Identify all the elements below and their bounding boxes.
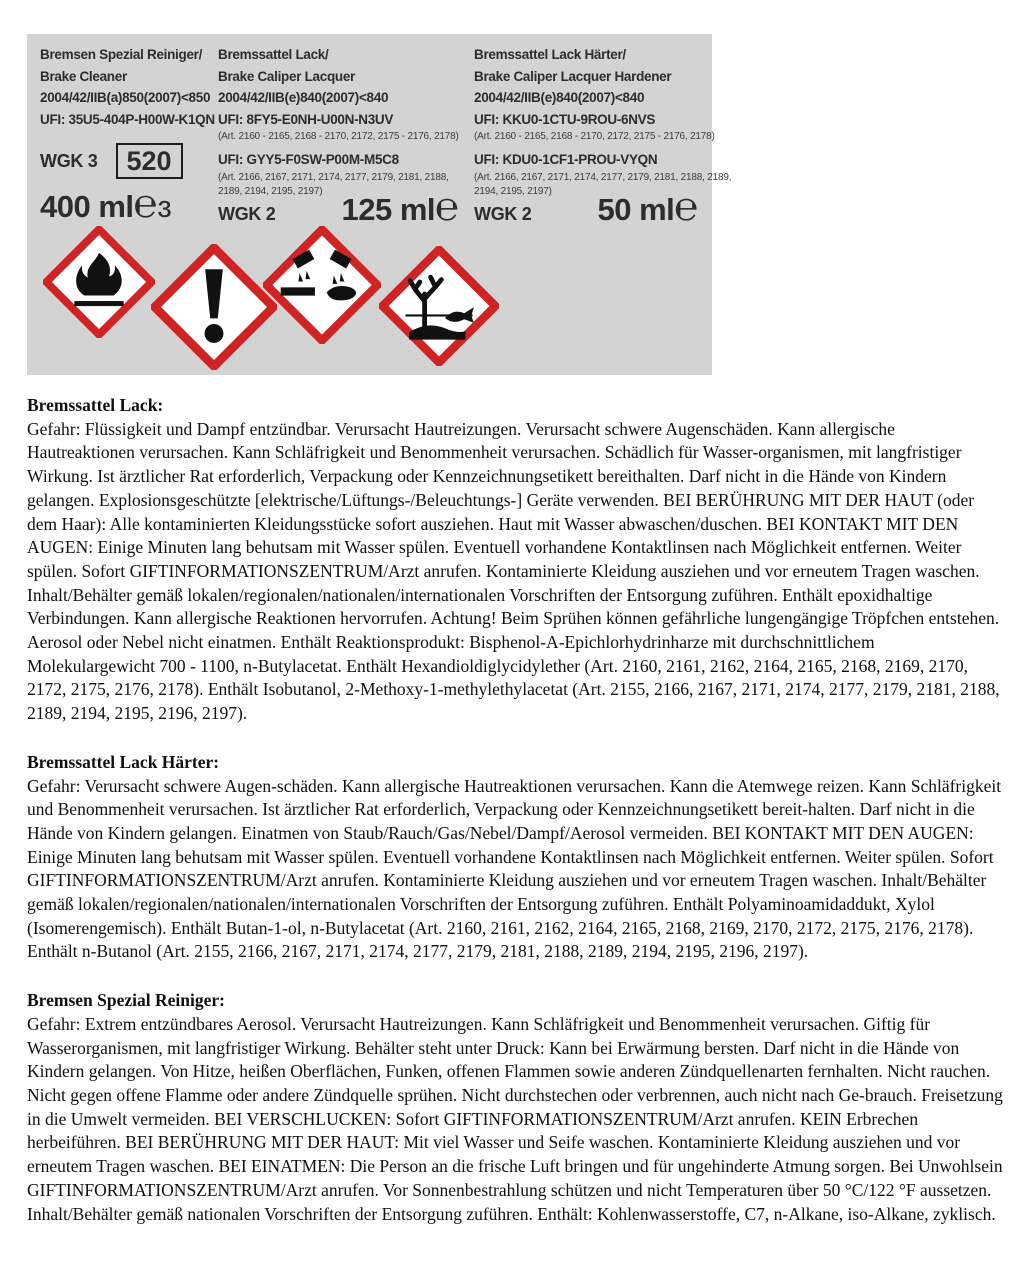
voc-code: 2004/42/IIB(e)840(2007)<840	[474, 90, 645, 105]
section-heading: Bremsen Spezial Reiniger:	[27, 990, 225, 1011]
label-column-brake-cleaner	[40, 44, 216, 225]
section-body: Gefahr: Flüssigkeit und Dampf entzündbar. Verursacht Hautreizungen. Verursacht schwere Augenschäden. Kann allergische Hautreaktionen verursachen. Kann Schläfrigkeit und Benommenheit verursachen. Schädlich für Wasser-organismen, mit langfristiger Wirkung. Ist ärztlicher Rat erforderlich, Verpackung oder Kennzeichnungsetikett bereithalten. Darf nicht in die Hände von Kindern gelangen. Explosionsgeschützte [elektrische/Lüftungs-/Beleuchtungs-] Geräte verwenden. BEI BERÜHRUNG MIT DER HAUT (oder dem Haar): Alle kontaminierten Kleidungsstücke sofort ausziehen. Haut mit Wasser abwaschen/duschen. BEI KONTAKT MIT DEN AUGEN: Einige Minuten lang behutsam mit Wasser spülen. Eventuell vorhandene Kontaktlinsen nach Möglichkeit entfernen. Weiter spülen. Sofort GIFTINFORMATIONSZENTRUM/Arzt anrufen. Kontaminierte Kleidung ausziehen und vor erneutem Tragen waschen. Inhalt/Behälter gemäß lokalen/regionalen/nationalen/internationalen Vorschriften der Entsorgung zuführen. Enthält epoxidhaltige Verbindungen. Kann allergische Reaktionen hervorrufen. Achtung! Beim Sprühen können gefährliche lungengängige Tröpfchen entstehen. Aerosol oder Nebel nicht einatmen. Enthält Reaktionsprodukt: Bisphenol-A-Epichlorhydrinharze mit durchschnittlichem Molekulargewicht 700 - 1100, n-Butylacetat. Enthält Hexandioldiglycidylether (Art. 2160, 2161, 2162, 2164, 2165, 2168, 2169, 2170, 2172, 2175, 2176, 2178). Enthält Isobutanol, 2-Methoxy-1-methylethylacetat (Art. 2155, 2166, 2167, 2171, 2174, 2177, 2179, 2181, 2188, 2189, 2194, 2195, 2196, 2197).	[27, 418, 1000, 724]
ufi-code-2: UFI: KDU0-1CF1-PROU-VYQN	[474, 152, 658, 167]
ghs-flame-icon	[43, 226, 155, 343]
article-list: (Art. 2160 - 2165, 2168 - 2170, 2172, 2175 - 2176, 2178)	[474, 131, 715, 142]
ufi-code: UFI: KKU0-1CTU-9ROU-6NVS	[474, 111, 656, 127]
product-name-en: Brake Caliper Lacquer Hardener	[474, 68, 672, 84]
wgk-row	[40, 143, 216, 179]
wgk-rating: WGK 3	[40, 150, 98, 171]
article-list-2: (Art. 2166, 2167, 2171, 2174, 2177, 2179, 2181, 2188, 2189, 2194, 2195, 2197)	[218, 171, 449, 197]
ghs-exclamation-icon	[151, 244, 277, 375]
section-body: Gefahr: Verursacht schwere Augen-schäden. Kann allergische Hautreaktionen verursachen. Kann die Atemwege reizen. Kann Schläfrigkeit und Benommenheit verursachen. Ist ärztlicher Rat erforderlich, Verpackung oder Kennzeichnungsetikett bereit-halten. Darf nicht in die Hände von Kindern gelangen. Einatmen von Staub/Rauch/Gas/Nebel/Dampf/Aerosol vermeiden. BEI KONTAKT MIT DEN AUGEN: Einige Minuten lang behutsam mit Wasser spülen. Eventuell vorhandene Kontaktlinsen nach Möglichkeit entfernen. Weiter spülen. Sofort GIFTINFORMATIONSZENTRUM/Arzt anrufen. Kontaminierte Kleidung ausziehen und vor erneutem Tragen waschen. Inhalt/Behälter gemäß lokalen/regionalen/nationalen/internationalen Vorschriften der Entsorgung zuführen. Enthält Polyaminoamidaddukt, Xylol (Isomerengemisch). Enthält Butan-1-ol, n-Butylacetat (Art. 2160, 2161, 2162, 2164, 2165, 2168, 2169, 2170, 2172, 2175, 2176, 2178). Enthält n-Butanol (Art. 2155, 2166, 2167, 2171, 2174, 2177, 2179, 2181, 2188, 2189, 2194, 2195, 2196, 2197).	[27, 775, 1002, 962]
section-heading: Bremssattel Lack:	[27, 395, 164, 415]
estimated-sign-icon: ℮	[435, 185, 460, 229]
ufi-code: UFI: 35U5-404P-H00W-K1QN	[40, 111, 215, 127]
volume-row	[218, 185, 460, 229]
section-bremssattel-lack-haerter	[27, 751, 1006, 964]
label-column-caliper-lacquer	[218, 44, 474, 229]
product-name-de: Bremssattel Lack/	[218, 47, 329, 62]
product-name-de: Bremssattel Lack Härter/	[474, 47, 626, 62]
section-bremssattel-lack	[27, 394, 1006, 726]
estimated-sign-icon: ℮	[674, 185, 699, 229]
voc-code: 2004/42/IIB(e)840(2007)<840	[218, 90, 389, 105]
ufi-code: UFI: 8FY5-E0NH-U00N-N3UV	[218, 111, 394, 127]
voc-code: 2004/42/IIB(a)850(2007)<850	[40, 90, 211, 105]
volume-row	[474, 185, 699, 229]
section-heading: Bremssattel Lack Härter:	[27, 751, 220, 772]
section-bremsen-spezial-reiniger	[27, 989, 1006, 1226]
section-body: Gefahr: Extrem entzündbares Aerosol. Verursacht Hautreizungen. Kann Schläfrigkeit und Benommenheit verursachen. Giftig für Wasserorganismen, mit langfristiger Wirkung. Behälter steht unter Druck: Kann bei Erwärmung bersten. Darf nicht in die Hände von Kindern gelangen. Von Hitze, heißen Oberflächen, Funken, offenen Flammen sowie anderen Zündquellenarten fernhalten. Nicht rauchen. Nicht gegen offene Flamme oder andere Zündquelle sprühen. Nicht durchstechen oder verbrennen, auch nicht nach Ge-brauch. Freisetzung in die Umwelt vermeiden. BEI VERSCHLUCKEN: Sofort GIFTINFORMATIONSZENTRUM/Arzt anrufen. KEIN Erbrechen herbeiführen. BEI BERÜHRUNG MIT DER HAUT: Mit viel Wasser und Seife waschen. Kontaminierte Kleidung ausziehen und vor erneutem Tragen waschen. BEI EINATMEN: Die Person an die frische Luft bringen und für ungehinderte Atmung sorgen. Bei Unwohlsein GIFTINFORMATIONSZENTRUM/Arzt anrufen. Vor Sonnenbestrahlung schützen und nicht Temperaturen über 50 °C/122 °F aussetzen. Inhalt/Behälter gemäß nationalen Vorschriften der Entsorgung zuführen. Enthält: Kohlenwasserstoffe, C7, n-Alkane, iso-Alkane, zyklisch.	[27, 1013, 1003, 1224]
label-column-lacquer-hardener	[474, 44, 732, 229]
hazard-text-block	[27, 394, 1006, 1251]
ufi-code-2: UFI: GYY5-F0SW-P00M-M5C8	[218, 152, 399, 167]
volume-value: 50 ml	[597, 192, 675, 227]
volume-value: 125 ml	[341, 192, 436, 227]
product-name-de: Bremsen Spezial Reiniger/	[40, 47, 203, 62]
volume-value: 400 ml	[40, 189, 134, 224]
wgk-rating: WGK 2	[474, 204, 532, 224]
product-label-panel	[27, 34, 732, 375]
article-list: (Art. 2160 - 2165, 2168 - 2170, 2172, 2175 - 2176, 2178)	[218, 131, 459, 142]
product-name-en: Brake Cleaner	[40, 68, 127, 84]
aerosol-mark-icon: ɜ	[157, 189, 172, 224]
product-name-en: Brake Caliper Lacquer	[218, 68, 356, 84]
volume-row	[40, 182, 216, 226]
estimated-sign-icon: ℮	[133, 182, 158, 226]
wgk-rating: WGK 2	[218, 204, 276, 224]
ghs-corrosion-icon	[263, 226, 381, 349]
article-list-2: (Art. 2166, 2167, 2171, 2174, 2177, 2179, 2181, 2188, 2189, 2194, 2195, 2197)	[474, 171, 732, 197]
article-number-box: 520	[116, 143, 183, 179]
ghs-environment-icon	[379, 246, 499, 371]
